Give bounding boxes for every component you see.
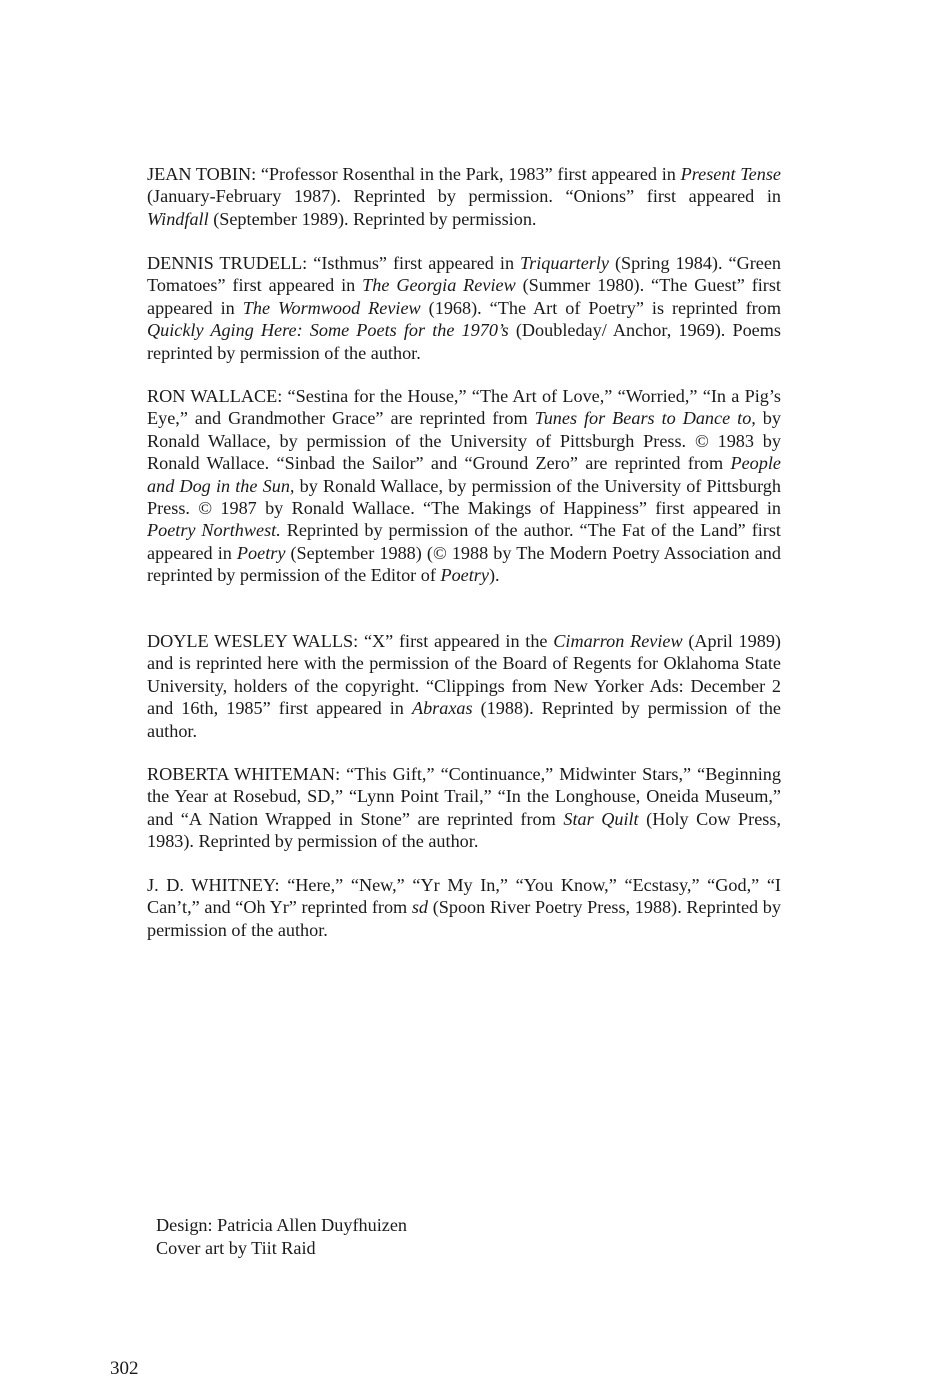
- acknowledgment-text: (Spring 1984). “Green Tomatoes” first appeared in: [147, 253, 782, 296]
- publication-title: Poetry Northwest.: [147, 520, 281, 541]
- acknowledgment-doyle-wesley-walls: [147, 630, 781, 742]
- publication-title: Poetry: [236, 542, 286, 563]
- acknowledgment-text: (1968). “The Art of Poetry” is reprinted from: [420, 297, 781, 318]
- acknowledgment-text: by Ronald Wallace, by permission of the University of Pittsburgh Press. © 1983 by Ronald Wallace. “Sinbad the Sailor” and “Ground Zero” are reprinted from: [147, 408, 781, 474]
- acknowledgment-jean-tobin: [147, 163, 781, 230]
- publication-title: Quickly Aging Here: Some Poets for the 1970’s: [147, 320, 509, 341]
- publication-title: The Georgia Review: [362, 275, 516, 296]
- design-credit: Design: Patricia Allen Duyfhuizen: [156, 1215, 408, 1235]
- acknowledgment-text: “X” first appeared in the: [358, 631, 554, 651]
- acknowledgment-dennis-trudell: [147, 252, 781, 364]
- acknowledgment-text: “Isthmus” first appeared in: [307, 253, 521, 273]
- acknowledgment-text: (Doubleday/ Anchor, 1969). Poems reprinted by permission of the author.: [147, 320, 781, 363]
- acknowledgment-text: (September 1989). Reprinted by permission.: [208, 208, 537, 229]
- acknowledgment-text: (Summer 1980). “The Guest” first appeared in: [147, 275, 781, 318]
- publication-title: Poetry: [440, 565, 489, 586]
- publication-title: Tunes for Bears to Dance to,: [534, 408, 756, 429]
- acknowledgment-text: “Here,” “New,” “Yr My In,” “You Know,” “Ecstasy,” “God,” “I Can’t,” and “Oh Yr” reprinted from: [147, 875, 781, 918]
- acknowledgment-text: “Professor Rosenthal in the Park, 1983” first appeared in: [256, 164, 681, 184]
- acknowledgment-text: by Ronald Wallace, by permission of the University of Pittsburgh Press. © 1987 by Ronald Wallace. “The Makings of Happiness” first appeared in: [147, 475, 781, 519]
- author-name: RON WALLACE:: [147, 386, 283, 406]
- publication-title: People and Dog in the Sun,: [147, 453, 781, 496]
- acknowledgment-roberta-whiteman: [147, 763, 781, 853]
- acknowledgment-text: Reprinted by permission of the author. “The Fat of the Land” first appeared in: [147, 520, 781, 563]
- author-name: DOYLE WESLEY WALLS:: [147, 631, 359, 651]
- acknowledgment-text: (1988). Reprinted by permission of the author.: [147, 698, 781, 741]
- acknowledgment-text: (Holy Cow Press, 1983). Reprinted by permission of the author.: [147, 808, 781, 852]
- publication-title: Windfall: [147, 208, 209, 229]
- cover-art-credit: Cover art by Tiit Raid: [156, 1238, 316, 1258]
- publication-title: Cimarron Review: [553, 631, 683, 651]
- acknowledgment-text: ).: [488, 565, 500, 586]
- author-name: JEAN TOBIN:: [147, 164, 257, 184]
- acknowledgment-text: (April 1989) and is reprinted here with the permission of the Board of Regents for Oklahoma State University, holders of the copyright. “Clippings from New Yorker Ads: December 2 and 16th, 1985” first appeared in: [147, 631, 781, 719]
- publication-title: Present Tense: [680, 164, 781, 184]
- author-name: J. D. WHITNEY:: [147, 875, 280, 895]
- page-number: 302: [110, 1358, 139, 1379]
- design-credits: [156, 1214, 407, 1260]
- publication-title: Triquarterly: [520, 253, 609, 273]
- acknowledgment-text: (September 1988) (© 1988 by The Modern Poetry Association and reprinted by permission of the Editor of: [147, 542, 781, 586]
- publication-title: Star Quilt: [563, 808, 639, 829]
- acknowledgment-text: (Spoon River Poetry Press, 1988). Reprinted by permission of the author.: [147, 897, 781, 940]
- acknowledgment-text: “This Gift,” “Continuance,” Midwinter Stars,” “Beginning the Year at Rosebud, SD,” “Lynn Point Trail,” “In the Longhouse, Oneida Museum,” and “A Nation Wrapped in Stone” are reprinted from: [147, 764, 781, 829]
- acknowledgment-ron-wallace: [147, 385, 781, 587]
- publication-title: sd: [411, 897, 429, 918]
- acknowledgment-text: (January-February 1987). Reprinted by permission. “Onions” first appeared in: [147, 186, 781, 207]
- author-name: ROBERTA WHITEMAN:: [147, 764, 341, 784]
- acknowledgment-text: “Sestina for the House,” “The Art of Love,” “Worried,” “In a Pig’s Eye,” and Grandmother Grace” are reprinted from: [147, 386, 781, 429]
- publication-title: Abraxas: [411, 698, 473, 719]
- author-name: DENNIS TRUDELL:: [147, 253, 308, 273]
- publication-title: The Wormwood Review: [242, 297, 421, 318]
- acknowledgment-j-d-whitney: [147, 874, 781, 941]
